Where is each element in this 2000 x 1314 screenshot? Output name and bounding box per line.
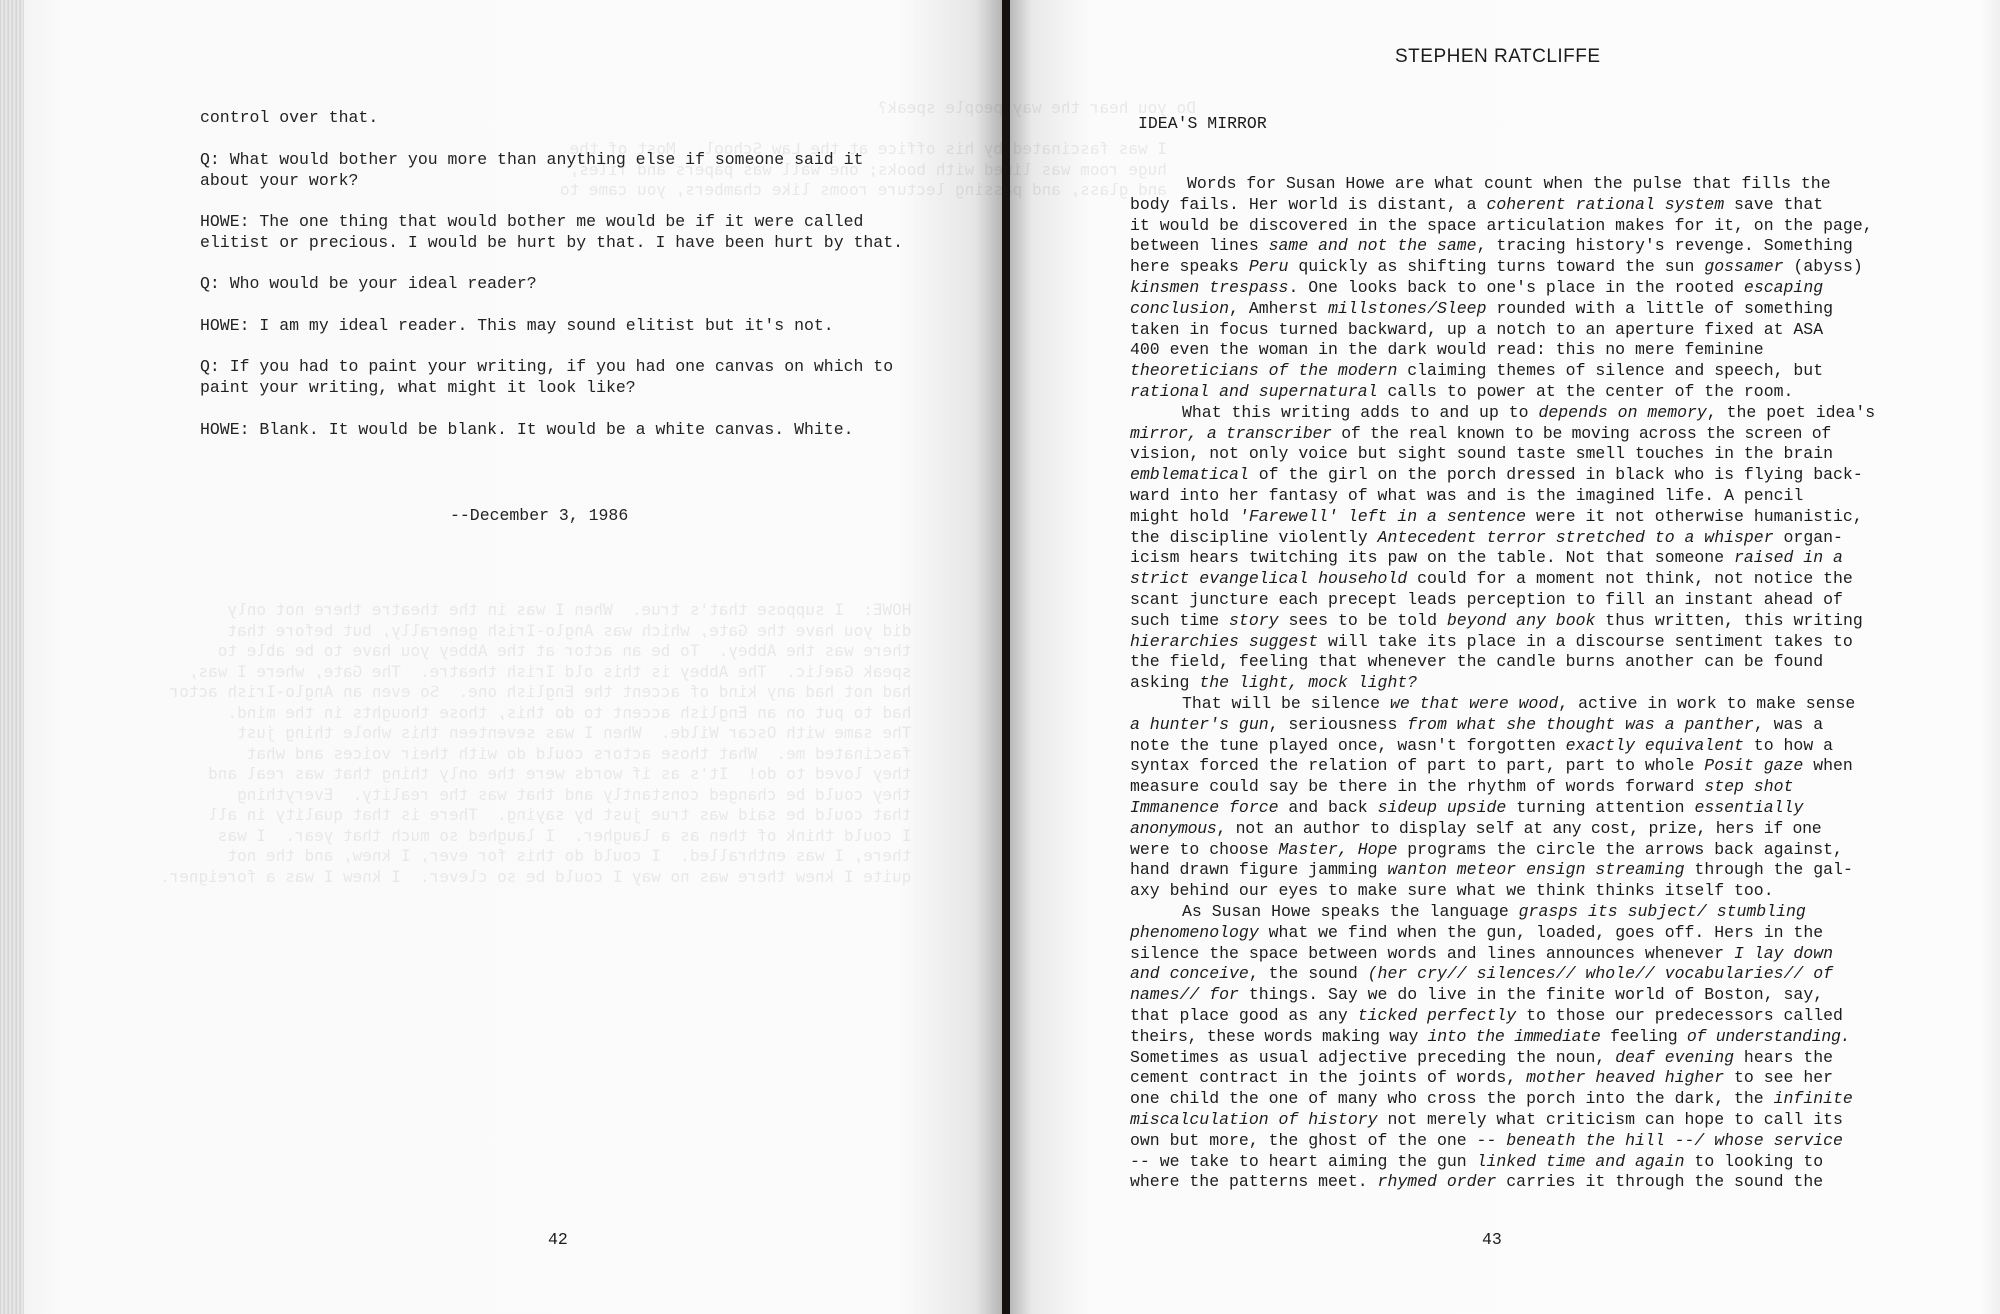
text-run: when	[1803, 756, 1853, 776]
text-run: claiming themes of silence and speech, but	[1397, 361, 1824, 381]
italic-phrase: Posit gaze	[1704, 756, 1804, 776]
paragraph: control over that.	[200, 108, 379, 127]
essay-line	[1130, 195, 1910, 214]
text-run: it would be discovered in the space articulation makes for it, on the page,	[1130, 215, 1873, 235]
italic-phrase: essentially	[1694, 798, 1804, 817]
italic-phrase: Antecedent terror stretched to a whisper	[1377, 527, 1774, 547]
text-run: (abyss)	[1783, 257, 1863, 277]
text-run: and back	[1278, 798, 1378, 817]
text-run: , the poet idea's	[1706, 402, 1876, 422]
essay-line	[1130, 964, 1910, 983]
italic-phrase: gossamer	[1704, 257, 1784, 277]
text-run: to looking to	[1684, 1151, 1824, 1171]
italic-phrase: anonymous	[1130, 818, 1217, 838]
essay-line	[1130, 1068, 1910, 1087]
italic-phrase: names// for	[1130, 985, 1239, 1005]
italic-phrase: rational and supernatural	[1130, 382, 1378, 401]
text-run: , seriousness	[1268, 714, 1408, 734]
text-run: here speaks	[1130, 257, 1249, 277]
text-run: silence the space between words and lines announces whenever	[1130, 943, 1734, 963]
essay-line	[1130, 320, 1910, 339]
italic-phrase: depends on memory	[1538, 402, 1707, 422]
essay-line	[1130, 1048, 1910, 1067]
page-edge-stack	[0, 0, 24, 1314]
essay-line	[1182, 403, 1962, 422]
paragraph-question: Q: If you had to paint your writing, if you had one canvas on which to paint your writing, what might it look like?	[200, 357, 894, 397]
text-run: , tracing history's revenge. Something	[1476, 236, 1853, 256]
text-run: things. Say we do live in the finite world of Boston, say,	[1238, 985, 1824, 1005]
essay-line	[1130, 944, 1910, 963]
essay-line	[1130, 1110, 1910, 1129]
italic-phrase: of understanding.	[1686, 1026, 1851, 1046]
text-run: through the gal-	[1684, 860, 1853, 880]
essay-line	[1130, 985, 1910, 1004]
essay-line	[1187, 174, 1967, 193]
text-run: programs the circle the arrows back against,	[1397, 839, 1843, 859]
text-run: could for a moment not think, not notice the	[1407, 569, 1853, 589]
text-run: taken in focus turned backward, up a notch to an aperture fixed at ASA	[1130, 319, 1824, 339]
essay-line	[1130, 465, 1910, 484]
text-run: were to choose	[1130, 839, 1279, 859]
text-run: the field, feeling that whenever the candle burns another can be found	[1130, 652, 1824, 672]
essay-line	[1130, 424, 1910, 443]
essay-line	[1130, 819, 1910, 838]
text-run: What this writing adds to and up to	[1182, 402, 1539, 422]
text-run: . One looks back to one's place in the rooted	[1288, 278, 1744, 297]
date-line: --December 3, 1986	[450, 506, 629, 525]
essay-title: IDEA'S MIRROR	[1138, 114, 1267, 133]
essay-line	[1130, 736, 1910, 755]
text-run: scant juncture each precept leads perception to fill an instant ahead of	[1130, 590, 1843, 609]
italic-phrase: phenomenology	[1130, 922, 1259, 942]
text-run: to see her	[1724, 1068, 1834, 1088]
essay-line	[1130, 1006, 1910, 1025]
essay-line	[1130, 590, 1910, 609]
essay-line	[1130, 340, 1910, 359]
essay-line	[1130, 382, 1910, 401]
essay-line	[1130, 361, 1910, 380]
text-run: between lines	[1130, 236, 1269, 256]
text-run: axy behind our eyes to make sure what we think thinks itself too.	[1130, 881, 1774, 901]
text-run: feeling	[1600, 1026, 1687, 1046]
italic-phrase: story	[1229, 610, 1279, 630]
italic-phrase: escaping	[1743, 278, 1824, 297]
text-run: thus written, this writing	[1595, 610, 1863, 630]
essay-line	[1130, 777, 1910, 796]
italic-phrase: raised in a	[1734, 548, 1843, 568]
essay-line	[1130, 257, 1910, 276]
italic-phrase: we that were wood	[1389, 694, 1559, 713]
essay-line	[1130, 715, 1910, 734]
text-run: where the patterns meet.	[1130, 1172, 1378, 1192]
italic-phrase: same and not the same	[1268, 236, 1477, 256]
text-run: turning attention	[1506, 798, 1695, 817]
text-run: , was a	[1753, 714, 1824, 734]
text-run: Sometimes as usual adjective preceding the noun,	[1130, 1047, 1616, 1067]
italic-phrase: Master, Hope	[1278, 839, 1398, 859]
essay-line	[1130, 860, 1910, 879]
text-run: to how a	[1743, 735, 1834, 755]
page-number-right: 43	[1482, 1230, 1502, 1249]
text-run: of the real known to be moving across the screen of	[1331, 423, 1831, 443]
text-run: to those our predecessors called	[1516, 1006, 1843, 1025]
text-run: we take to heart aiming the gun	[1149, 1151, 1477, 1171]
essay-line	[1130, 299, 1910, 318]
paragraph-question: Q: Who would be your ideal reader?	[200, 274, 537, 293]
essay-line	[1130, 881, 1910, 900]
italic-phrase: millstones/Sleep	[1328, 298, 1487, 318]
italic-phrase: theoreticians of the modern	[1130, 361, 1398, 381]
italic-phrase: from what she thought was a panther	[1407, 714, 1754, 734]
text-run: save that	[1724, 194, 1824, 214]
italic-phrase: step shot	[1704, 777, 1794, 797]
italic-phrase: linked time and again	[1476, 1151, 1685, 1171]
italic-phrase: infinite	[1773, 1089, 1853, 1109]
text-run: 400 even the woman in the dark would read: this no mere feminine	[1130, 340, 1764, 360]
italic-phrase: exactly equivalent	[1565, 735, 1744, 755]
essay-line	[1130, 756, 1910, 775]
text-run: As Susan Howe speaks the language	[1182, 902, 1519, 921]
essay-line	[1130, 611, 1910, 630]
italic-phrase: 'Farewell' left in a sentence	[1238, 506, 1527, 526]
text-run: sees to be told	[1278, 610, 1447, 630]
essay-line	[1130, 1089, 1910, 1108]
text-run: might hold	[1130, 506, 1239, 526]
italic-phrase: the light, mock light?	[1199, 673, 1418, 693]
essay-line	[1130, 548, 1910, 567]
page-number-left: 42	[548, 1230, 568, 1249]
essay-line	[1130, 507, 1910, 526]
italic-phrase: deaf evening	[1615, 1047, 1735, 1067]
essay-line	[1130, 236, 1910, 255]
text-run: note the tune played once, wasn't forgotten	[1130, 735, 1566, 755]
text-run: one child the one of many who cross the porch into the dark, the	[1130, 1089, 1774, 1109]
text-run: icism hears twitching its paw on the table. Not that someone	[1130, 548, 1734, 568]
text-run: of the girl on the porch dressed in black who is flying back-	[1248, 465, 1863, 485]
essay-line	[1130, 216, 1910, 235]
running-head: STEPHEN RATCLIFFE	[1395, 46, 1601, 67]
text-run: that place good as any	[1130, 1006, 1358, 1025]
paragraph-answer: HOWE: I am my ideal reader. This may sound elitist but it's not.	[200, 316, 834, 335]
paragraph-question: Q: What would bother you more than anything else if someone said it about your work?	[200, 150, 864, 190]
bleed-through-text: lined	[983, 159, 1033, 179]
text-run: were it not otherwise humanistic,	[1526, 506, 1863, 526]
italic-phrase: conclusion	[1130, 298, 1230, 318]
italic-phrase: sideup upside	[1377, 798, 1507, 817]
italic-phrase: I lay down	[1734, 943, 1834, 963]
paragraph-answer: HOWE: Blank. It would be blank. It would be a white canvas. White.	[200, 420, 854, 439]
italic-phrase: hierarchies suggest	[1130, 631, 1319, 651]
text-run: what we find when the gun, loaded, goes off. Hers in the	[1258, 922, 1824, 942]
essay-line	[1130, 632, 1910, 651]
italic-phrase: beneath the hill --/ whose service	[1506, 1130, 1843, 1150]
text-run: calls to power at the center of the room.	[1377, 382, 1794, 401]
italic-phrase: kinsmen trespass	[1130, 278, 1289, 297]
text-run: cement contract in the joints of words,	[1130, 1068, 1527, 1088]
essay-line	[1130, 1172, 1910, 1191]
italic-phrase: coherent rational system	[1486, 194, 1725, 214]
text-run: , the sound	[1248, 964, 1368, 984]
italic-phrase: mother heaved higher	[1526, 1068, 1725, 1088]
essay-line	[1130, 1027, 1910, 1046]
text-run: rounded with a little of something	[1486, 298, 1834, 318]
essay-line	[1130, 278, 1910, 297]
text-run: Words for Susan Howe are what count when the pulse that fills the	[1187, 174, 1831, 193]
essay-line	[1130, 652, 1910, 671]
text-run: measure could say be there in the rhythm of words forward	[1130, 777, 1705, 797]
italic-phrase: mirror, a transcriber	[1130, 423, 1332, 443]
essay-line	[1130, 444, 1910, 463]
text-run: syntax forced the relation of part to part, part to whole	[1130, 756, 1705, 776]
text-run: such time	[1130, 610, 1230, 630]
text-run: organ-	[1773, 527, 1843, 547]
italic-phrase: (her cry// silences// whole// vocabularies// of	[1367, 964, 1834, 984]
text-run: carries it through the sound the	[1496, 1172, 1824, 1192]
italic-phrase: --	[1130, 1151, 1150, 1171]
text-run: , not an author to display self at any cost, prize, hers if one	[1216, 818, 1822, 838]
text-run: That will be silence	[1182, 694, 1390, 713]
italic-phrase: miscalculation of history	[1130, 1110, 1378, 1129]
text-run: ward into her fantasy of what was and is the imagined life. A pencil	[1130, 486, 1804, 505]
italic-phrase: strict evangelical household	[1130, 569, 1408, 589]
italic-phrase: rhymed order	[1377, 1172, 1497, 1192]
text-run: body fails. Her world is distant, a	[1130, 194, 1487, 214]
italic-phrase: Immanence force	[1130, 798, 1279, 817]
italic-phrase: a hunter's gun	[1130, 714, 1269, 734]
essay-line	[1182, 902, 1962, 921]
text-run: , Amherst	[1229, 298, 1329, 318]
italic-phrase: wanton meteor ensign streaming	[1387, 860, 1685, 880]
text-run: , active in work to make sense	[1558, 694, 1856, 713]
italic-phrase: beyond any book	[1446, 610, 1596, 630]
text-run: hand drawn figure jamming	[1130, 860, 1388, 880]
italic-phrase: ticked perfectly	[1357, 1006, 1517, 1025]
text-run: own but more, the ghost of the one --	[1130, 1130, 1507, 1150]
italic-phrase: into the immediate	[1427, 1026, 1601, 1046]
essay-line	[1130, 923, 1910, 942]
italic-phrase: and conceive	[1130, 964, 1249, 984]
essay-line	[1130, 528, 1910, 547]
text-run: theirs, these words making way	[1130, 1026, 1428, 1046]
text-run: vision, not only voice but sight sound taste smell touches in the brain	[1130, 444, 1834, 464]
essay-line	[1130, 569, 1910, 588]
text-run: asking	[1130, 673, 1200, 693]
text-run: the discipline violently	[1130, 527, 1378, 547]
essay-line	[1130, 673, 1910, 692]
essay-line	[1130, 486, 1910, 505]
italic-phrase: emblematical	[1130, 465, 1249, 485]
italic-phrase: Peru	[1248, 257, 1289, 277]
text-run: will take its place in a discourse sentiment takes to	[1318, 631, 1853, 651]
text-run: not merely what criticism can hope to call its	[1377, 1110, 1843, 1129]
italic-phrase: grasps its subject/ stumbling	[1518, 902, 1806, 921]
text-run: quickly as shifting turns toward the sun	[1288, 257, 1705, 277]
essay-line	[1130, 1152, 1910, 1171]
paragraph-answer: HOWE: The one thing that would bother me would be if it were called elitist or precious. I would be hurt by that. I have been hurt by that.	[200, 212, 904, 252]
essay-line	[1182, 694, 1962, 713]
text-run: hears the	[1734, 1047, 1834, 1067]
essay-line	[1130, 1131, 1910, 1150]
essay-line	[1130, 840, 1910, 859]
essay-line	[1130, 798, 1910, 817]
